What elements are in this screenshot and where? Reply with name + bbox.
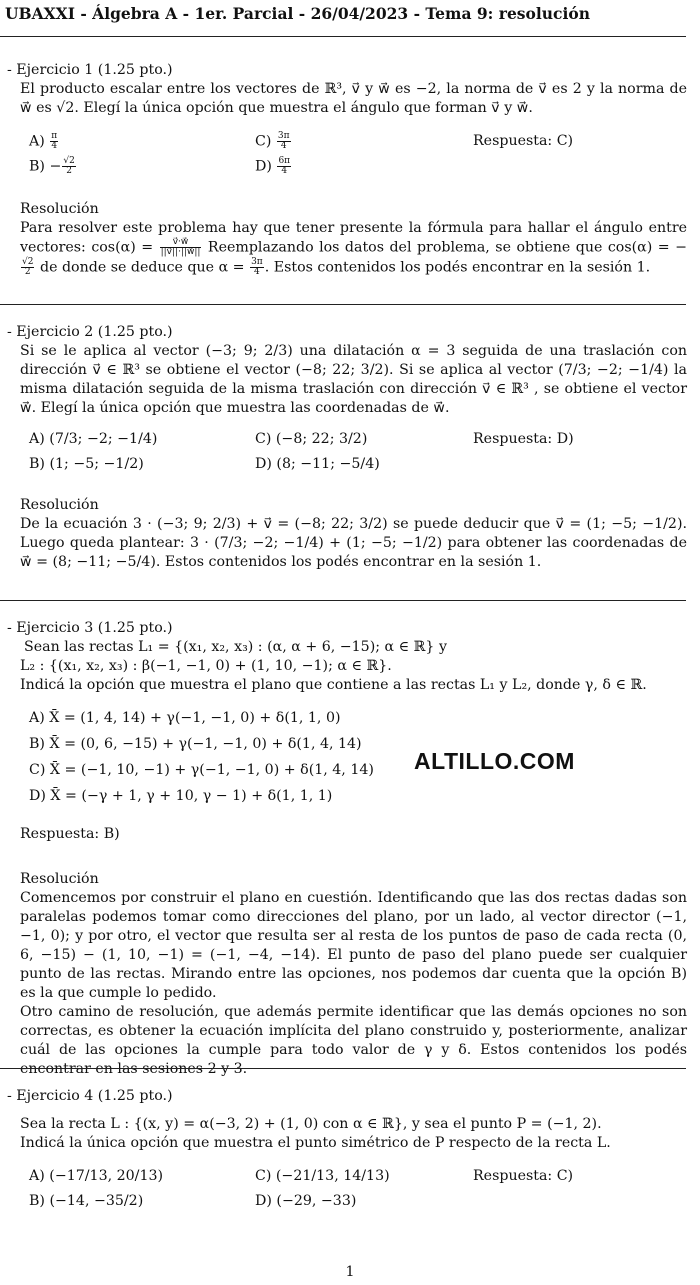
exercise-3-statement-line-3: Indicá la opción que muestra el plano que contiene a las rectas L₁ y L₂, donde γ, δ ∈ ℝ. [20,677,647,693]
resolution-fraction [21,258,34,277]
exercise-3-options [29,709,687,813]
exercise-1-answer: Respuesta: C) [473,133,574,149]
option-c: C) X̄ = (−1, 10, −1) + γ(−1, −1, 0) + δ(1, 4, 14) [29,762,374,778]
exercise-3-resolution-paragraph-1: Comencemos por construir el plano en cuestión. Identificando que las dos rectas dadas son paralelas podemos tomar como direcciones del plano, por un lado, al vector director (−1, −1, 0); y por otro, el vector que resulta ser al resta de los puntos de paso de cada recta (0, 6, −15) − (1, 10, −1) = (−1, −4, −14). El punto de paso del plano puede ser cualquier punto de las rectas. Mirando entre las opciones, nos podemos dar cuenta que la opción B) es la que cumple lo pedido. [20,890,687,1001]
option-b-fraction [62,157,75,176]
fraction-numerator: √2 [63,156,75,166]
exercise-4 [7,1087,687,1217]
exercise-3-resolution-title: Resolución [20,871,99,887]
exercise-4-title: - Ejercicio 4 (1.25 pto.) [7,1088,173,1104]
fraction-denominator: 4 [254,266,260,277]
option-c-fraction [277,132,291,151]
exercise-3 [7,619,687,1079]
fraction-numerator: 6π [278,156,291,166]
section-divider [0,600,686,601]
exercise-4-answer: Respuesta: C) [473,1168,574,1184]
fraction-denominator: 4 [281,166,288,176]
exercise-2-answer: Respuesta: D) [473,431,574,447]
exercise-2-title: - Ejercicio 2 (1.25 pto.) [7,324,173,340]
option-b: B) (1; −5; −1/2) [29,456,144,472]
option-b [29,157,77,177]
watermark-logo: ALTILLO.COM [414,748,575,774]
exercise-2-options [29,430,687,480]
fraction-numerator: π [51,131,58,141]
exercise-1-resolution-title: Resolución [20,201,99,217]
option-b: B) X̄ = (0, 6, −15) + γ(−1, −1, 0) + δ(1, 4, 14) [29,736,362,752]
option-d [255,157,292,177]
option-c [255,132,292,152]
exercise-3-statement-line-1: Sean las rectas L₁ = {(x₁, x₂, x₃) : (α, α + 6, −15); α ∈ ℝ} y [24,639,447,655]
exercise-4-statement-line-1: Sea la recta L : {(x, y) = α(−3, 2) + (1, 0) con α ∈ ℝ}, y sea el punto P = (−1, 2). [20,1116,602,1132]
exercise-1-options [29,132,687,182]
exercise-2 [7,323,687,572]
option-d: D) X̄ = (−γ + 1, γ + 10, γ − 1) + δ(1, 1, 1) [29,788,333,804]
option-a [29,132,59,152]
exercise-4-options [29,1167,687,1217]
fraction-denominator: 2 [66,166,72,176]
option-a: A) X̄ = (1, 4, 14) + γ(−1, −1, 0) + δ(1, 1, 0) [29,710,341,726]
option-b-label: B) [29,158,45,175]
exercise-3-answer: Respuesta: B) [20,826,120,842]
exercise-1-title: - Ejercicio 1 (1.25 pto.) [7,62,173,78]
section-divider [0,304,686,305]
page-number: 1 [345,1264,355,1280]
fraction-denominator: 2 [24,266,31,277]
exercise-2-statement: Si se le aplica al vector (−3; 9; 2/3) una dilatación α = 3 seguida de una traslación con dirección v⃗ ∈ ℝ³ se obtiene el vector (−8; 22; 3/2). Si se aplica al vector (7/3; −2; −1/4) la misma dilatación seguida de la misma traslación con dirección v⃗ ∈ ℝ³ , se obtiene el vector w⃗. Elegí la única opción que muestra las coordenadas de w⃗. [20,343,687,416]
exercise-3-resolution-paragraph-2: Otro camino de resolución, que además permite identificar que las demás opciones no son correctas, es obtener la ecuación implícita del plano construido y, posteriormente, analizar cuál de las opciones la cumple para todo valor de γ y δ. Estos contenidos los podés encontrar en las sesiones 2 y 3. [20,1004,687,1077]
header-divider [0,36,686,37]
option-d: D) (−29, −33) [255,1193,357,1209]
resolution-text: Reemplazando los datos del problema, se obtiene que cos(α) = − [207,239,687,256]
fraction-numerator: 3π [251,256,263,267]
exercise-1-resolution [20,219,687,277]
exercise-3-statement-line-2: L₂ : {(x₁, x₂, x₃) : β(−1, −1, 0) + (1, 10, −1); α ∈ ℝ}. [20,658,392,674]
resolution-text: . Estos contenidos los podés encontrar en la sesión 1. [264,259,651,275]
fraction-numerator: √2 [22,256,34,267]
fraction-denominator: ||v⃗||·||w⃗|| [160,247,201,257]
fraction-denominator: 4 [280,141,287,151]
resolution-text: Para resolver este problema hay que tener presente la fórmula para hallar el ángulo entre vectores: cos(α) = [20,220,687,256]
fraction-denominator: 4 [51,141,58,151]
fraction-numerator: v⃗·w⃗ [160,238,202,248]
option-d-label: D) [255,158,272,175]
option-a-label: A) [29,133,45,150]
exercise-1-statement: El producto escalar entre los vectores de ℝ³, v⃗ y w⃗ es −2, la norma de v⃗ es 2 y la norma de w⃗ es √2. Elegí la única opción que muestra el ángulo que forman v⃗ y w⃗. [20,81,687,116]
option-b: B) (−14, −35/2) [29,1193,144,1209]
option-c: C) (−21/13, 14/13) [255,1168,390,1184]
resolution-fraction [160,238,202,257]
section-divider [0,1068,686,1069]
option-d: D) (8; −11; −5/4) [255,456,380,472]
option-a: A) (−17/13, 20/13) [29,1168,164,1184]
option-c: C) (−8; 22; 3/2) [255,431,368,447]
exercise-4-statement-line-2: Indicá la única opción que muestra el punto simétrico de P respecto de la recta L. [20,1135,611,1151]
page-title: UBAXXI - Álgebra A - 1er. Parcial - 26/04/2023 - Tema 9: resolución [5,4,590,23]
option-c-label: C) [255,133,272,150]
resolution-text: de donde se deduce que α = [39,259,245,275]
fraction-numerator: 3π [277,131,290,141]
option-a: A) (7/3; −2; −1/4) [29,431,158,447]
exercise-1 [7,61,687,277]
option-a-fraction [50,132,58,151]
exercise-2-resolution: De la ecuación 3 · (−3; 9; 2/3) + v⃗ = (−8; 22; 3/2) se puede deducir que v⃗ = (1; −5; −1/2). Luego queda plantear: 3 · (7/3; −2; −1/4) + (1; −5; −1/2) para obtener las coordenadas de w⃗ = (8; −11; −5/4). Estos contenidos los podés encontrar en la sesión 1. [20,516,687,570]
option-d-fraction [277,157,291,176]
exercise-2-resolution-title: Resolución [20,497,99,513]
exercise-3-title: - Ejercicio 3 (1.25 pto.) [7,620,173,636]
resolution-fraction [250,258,264,277]
option-b-sign: − [49,158,62,175]
